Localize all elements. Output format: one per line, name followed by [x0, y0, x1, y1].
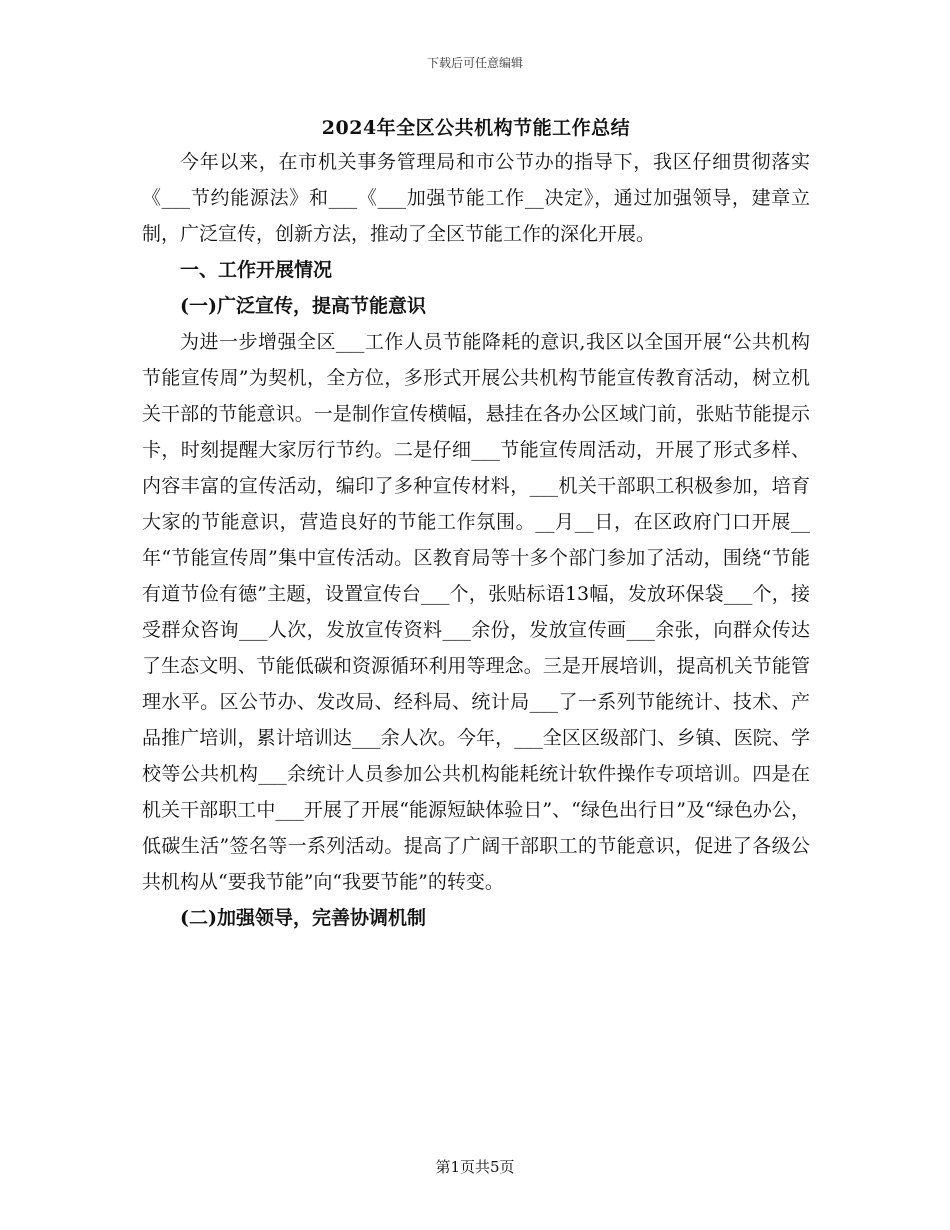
section-heading-1: 一、工作开展情况 — [180, 259, 333, 281]
header-note: 下载后可任意编辑 — [426, 56, 523, 70]
subsection-heading-1: (一)广泛宣传，提高节能意识 — [180, 295, 426, 317]
document-title: 2024年全区公共机构节能工作总结 — [321, 117, 631, 139]
subsection-heading-2: (二)加强领导，完善协调机制 — [180, 907, 426, 929]
page-footer: 第1页共5页 — [435, 1158, 515, 1176]
subsection-1-paragraph: 为进一步增强全区___工作人员节能降耗的意识,我区以全国开展“公共机构节能宣传周”为契机，全方位，多形式开展公共机构节能宣传教育活动，树立机关干部的节能意识。一是制作宣传横幅，悬挂在各办公区域门前，张贴节能提示卡，时刻提醒大家厉行节约。二是仔细___节能宣传周活动，开展了形式多样、内容丰富的宣传活动，编印了多种宣传材料，___机关干部职工积极参加，培育大家的节能意识，营造良好的节能工作氛围。__月__日，在区政府门口开展__年“节能宣传周”集中宣传活动。区教育局等十多个部门参加了活动，围绕“节能有道节俭有德”主题，设置宣传台___个，张贴标语13幅，发放环保袋___个，接受群众咨询___人次，发放宣传资料___余份，发放宣传画___余张，向群众传达了生态文明、节能低碳和资源循环利用等理念。三是开展培训，提高机关节能管理水平。区公节办、发改局、经科局、统计局___了一系列节能统计、技术、产品推广培训，累计培训达___余人次。今年，___全区区级部门、乡镇、医院、学校等公共机构___余统计人员参加公共机构能耗统计软件操作专项培训。四是在机关干部职工中___开展了开展“能源短缺体验日”、“绿色出行日”及“绿色办公，低碳生活”签名等一系列活动。提高了广阔干部职工的节能意识，促进了各级公共机构从“要我节能”向“我要节能”的转变。 — [142, 331, 810, 893]
document-body — [142, 112, 810, 936]
intro-paragraph: 今年以来，在市机关事务管理局和市公节办的指导下，我区仔细贯彻落实《___节约能源法》和___《___加强节能工作__决定》，通过加强领导，建章立制，广泛宣传，创新方法，推动了全区节能工作的深化开展。 — [142, 151, 810, 245]
